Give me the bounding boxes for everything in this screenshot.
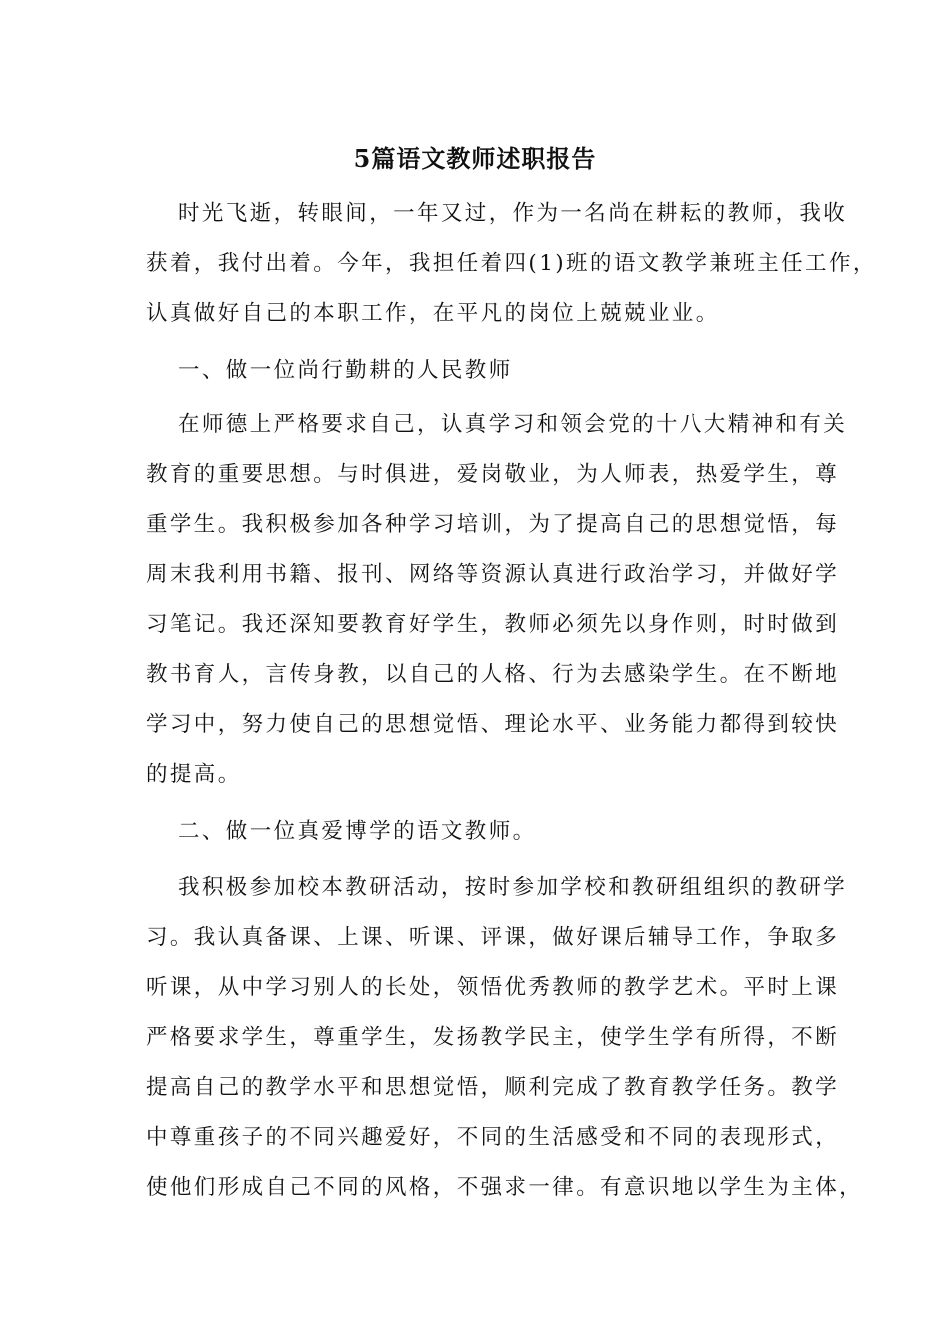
section-heading-2: 二、做一位真爱博学的语文教师。 <box>178 819 537 844</box>
paragraph-2-line-6: 教书育人，言传身教，以自己的人格、行为去感染学生。在不断地 <box>146 662 840 687</box>
paragraph-2-line-2: 教育的重要思想。与时俱进，爱岗敬业，为人师表，热爱学生，尊 <box>146 462 840 487</box>
paragraph-3-line-3: 听课，从中学习别人的长处，领悟优秀教师的教学艺术。平时上课 <box>146 975 840 1000</box>
paragraph-1-line-3: 认真做好自己的本职工作，在平凡的岗位上兢兢业业。 <box>146 301 720 326</box>
paragraph-2-line-3: 重学生。我积极参加各种学习培训，为了提高自己的思想觉悟，每 <box>146 512 840 537</box>
paragraph-2-line-1: 在师德上严格要求自己，认真学习和领会党的十八大精神和有关 <box>178 412 848 437</box>
paragraph-1-line-2: 获着，我付出着。今年，我担任着四(1)班的语文教学兼班主任工作， <box>146 251 877 276</box>
paragraph-3-line-4: 严格要求学生，尊重学生，发扬教学民主，使学生学有所得，不断 <box>146 1025 840 1050</box>
paragraph-2-line-5: 习笔记。我还深知要教育好学生，教师必须先以身作则，时时做到 <box>146 612 840 637</box>
paragraph-3-line-5: 提高自己的教学水平和思想觉悟，顺利完成了教育教学任务。教学 <box>146 1075 840 1100</box>
paragraph-2-line-7: 学习中，努力使自己的思想觉悟、理论水平、业务能力都得到较快 <box>146 712 840 737</box>
paragraph-2-line-4: 周末我利用书籍、报刊、网络等资源认真进行政治学习，并做好学 <box>146 562 840 587</box>
paragraph-3-line-1: 我积极参加校本教研活动，按时参加学校和教研组组织的教研学 <box>178 875 848 900</box>
paragraph-2-line-8: 的提高。 <box>146 762 242 787</box>
paragraph-1-line-1: 时光飞逝，转眼间，一年又过，作为一名尚在耕耘的教师，我收 <box>178 201 848 226</box>
paragraph-3-line-6: 中尊重孩子的不同兴趣爱好，不同的生活感受和不同的表现形式， <box>146 1125 840 1150</box>
section-heading-1: 一、做一位尚行勤耕的人民教师 <box>178 358 513 383</box>
document-title: 5篇语文教师述职报告 <box>353 144 597 173</box>
paragraph-3-line-2: 习。我认真备课、上课、听课、评课，做好课后辅导工作，争取多 <box>146 925 840 950</box>
paragraph-3-line-7: 使他们形成自己不同的风格，不强求一律。有意识地以学生为主体， <box>146 1175 864 1200</box>
